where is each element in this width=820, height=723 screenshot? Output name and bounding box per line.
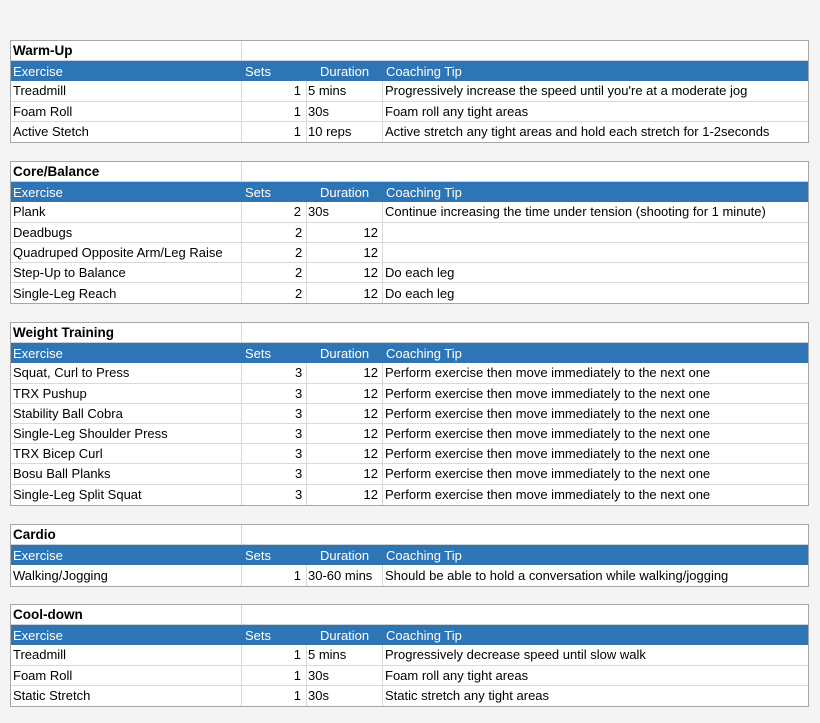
section-title: Cool-down — [11, 605, 242, 624]
exercise-cell: Treadmill — [11, 81, 242, 100]
tip-cell: Progressively increase the speed until you're at a moderate jog — [385, 83, 748, 99]
table-row — [11, 444, 808, 464]
tip-cell: Perform exercise then move immediately to the next one — [385, 446, 711, 462]
section-title-row — [11, 525, 808, 545]
column-header-row — [11, 625, 808, 645]
tip-cell: Perform exercise then move immediately to the next one — [385, 385, 711, 401]
sets-cell: 3 — [242, 363, 307, 382]
sets-cell: 1 — [242, 81, 307, 100]
exercise-cell: Single-Leg Shoulder Press — [11, 424, 242, 443]
header-sets: Sets — [245, 345, 272, 361]
exercise-cell: Plank — [11, 202, 242, 221]
exercise-cell: Single-Leg Split Squat — [11, 485, 242, 505]
header-duration: Duration — [320, 63, 370, 79]
tip-cell: Should be able to hold a conversation while walking/jogging — [385, 567, 729, 583]
table-row — [11, 384, 808, 404]
tip-cell: Do each leg — [385, 285, 455, 301]
sets-cell: 1 — [242, 666, 307, 685]
header-exercise: Exercise — [13, 63, 63, 79]
table-row — [11, 122, 808, 142]
table-row — [11, 263, 808, 283]
duration-cell: 30s — [307, 666, 383, 685]
sets-cell: 1 — [242, 102, 307, 121]
header-sets: Sets — [245, 547, 272, 563]
tip-cell: Foam roll any tight areas — [385, 667, 529, 683]
duration-cell: 12 — [307, 464, 383, 483]
tip-cell: Foam roll any tight areas — [385, 103, 529, 119]
sets-cell: 2 — [242, 263, 307, 282]
exercise-cell: Static Stretch — [11, 686, 242, 706]
header-exercise: Exercise — [13, 345, 63, 361]
exercise-cell: Quadruped Opposite Arm/Leg Raise — [11, 243, 242, 262]
exercise-cell: Step-Up to Balance — [11, 263, 242, 282]
table-row — [11, 485, 808, 505]
section-cool-down — [10, 604, 809, 707]
tip-cell: Do each leg — [385, 265, 455, 281]
duration-cell: 12 — [307, 444, 383, 463]
duration-cell: 12 — [307, 363, 383, 382]
tip-cell: Perform exercise then move immediately to the next one — [385, 405, 711, 421]
sets-cell: 1 — [242, 686, 307, 706]
column-header-row — [11, 545, 808, 565]
sets-cell: 1 — [242, 122, 307, 142]
section-core-balance — [10, 161, 809, 304]
tip-cell: Continue increasing the time under tension (shooting for 1 minute) — [385, 204, 766, 220]
duration-cell: 12 — [307, 485, 383, 505]
table-row — [11, 686, 808, 706]
tip-cell: Static stretch any tight areas — [385, 688, 550, 704]
table-row — [11, 645, 808, 665]
duration-cell: 12 — [307, 283, 383, 303]
duration-cell: 30-60 mins — [307, 565, 383, 585]
section-title-row — [11, 605, 808, 625]
exercise-cell: TRX Pushup — [11, 384, 242, 403]
tip-cell: Perform exercise then move immediately to the next one — [385, 426, 711, 442]
duration-cell: 10 reps — [307, 122, 383, 142]
duration-cell: 12 — [307, 404, 383, 423]
header-sets: Sets — [245, 63, 272, 79]
section-title: Warm-Up — [11, 41, 242, 60]
table-row — [11, 424, 808, 444]
duration-cell: 12 — [307, 424, 383, 443]
sets-cell: 2 — [242, 283, 307, 303]
exercise-cell: Treadmill — [11, 645, 242, 664]
table-row — [11, 565, 808, 585]
sets-cell: 2 — [242, 223, 307, 242]
duration-cell: 5 mins — [307, 81, 383, 100]
table-row — [11, 404, 808, 424]
tip-cell — [383, 223, 810, 242]
header-coaching-tip: Coaching Tip — [386, 627, 462, 643]
column-header-row — [11, 61, 808, 81]
sets-cell: 1 — [242, 645, 307, 664]
exercise-cell: Squat, Curl to Press — [11, 363, 242, 382]
header-duration: Duration — [320, 345, 370, 361]
section-cardio — [10, 524, 809, 587]
tip-cell: Perform exercise then move immediately to the next one — [385, 466, 711, 482]
section-title: Cardio — [11, 525, 242, 544]
duration-cell: 30s — [307, 202, 383, 221]
table-row — [11, 81, 808, 101]
tip-cell: Active stretch any tight areas and hold each stretch for 1-2seconds — [385, 124, 770, 140]
header-exercise: Exercise — [13, 547, 63, 563]
duration-cell: 12 — [307, 223, 383, 242]
duration-cell: 30s — [307, 102, 383, 121]
sets-cell: 3 — [242, 384, 307, 403]
sets-cell: 3 — [242, 424, 307, 443]
column-header-row — [11, 343, 808, 363]
section-title: Weight Training — [11, 323, 242, 342]
header-duration: Duration — [320, 627, 370, 643]
tip-cell: Progressively decrease speed until slow walk — [385, 647, 646, 663]
section-title-row — [11, 162, 808, 182]
exercise-cell: Walking/Jogging — [11, 565, 242, 585]
sets-cell: 3 — [242, 485, 307, 505]
section-warm-up — [10, 40, 809, 143]
section-title-row — [11, 41, 808, 61]
table-row — [11, 223, 808, 243]
header-duration: Duration — [320, 547, 370, 563]
header-coaching-tip: Coaching Tip — [386, 63, 462, 79]
header-exercise: Exercise — [13, 627, 63, 643]
header-coaching-tip: Coaching Tip — [386, 345, 462, 361]
exercise-cell: Active Stetch — [11, 122, 242, 142]
table-row — [11, 283, 808, 303]
exercise-cell: Foam Roll — [11, 666, 242, 685]
tip-cell — [383, 243, 810, 262]
sets-cell: 3 — [242, 444, 307, 463]
header-sets: Sets — [245, 184, 272, 200]
table-row — [11, 102, 808, 122]
exercise-cell: Foam Roll — [11, 102, 242, 121]
table-row — [11, 666, 808, 686]
table-row — [11, 202, 808, 222]
duration-cell: 12 — [307, 263, 383, 282]
exercise-cell: Deadbugs — [11, 223, 242, 242]
exercise-cell: Single-Leg Reach — [11, 283, 242, 303]
table-row — [11, 464, 808, 484]
header-exercise: Exercise — [13, 184, 63, 200]
sets-cell: 3 — [242, 464, 307, 483]
exercise-cell: Bosu Ball Planks — [11, 464, 242, 483]
section-title: Core/Balance — [11, 162, 242, 181]
exercise-cell: Stability Ball Cobra — [11, 404, 242, 423]
header-coaching-tip: Coaching Tip — [386, 547, 462, 563]
sets-cell: 2 — [242, 202, 307, 221]
table-row — [11, 363, 808, 383]
duration-cell: 12 — [307, 384, 383, 403]
sets-cell: 3 — [242, 404, 307, 423]
section-title-row — [11, 323, 808, 343]
header-duration: Duration — [320, 184, 370, 200]
sets-cell: 1 — [242, 565, 307, 585]
header-coaching-tip: Coaching Tip — [386, 184, 462, 200]
duration-cell: 30s — [307, 686, 383, 706]
tip-cell: Perform exercise then move immediately to the next one — [385, 487, 711, 503]
header-sets: Sets — [245, 627, 272, 643]
column-header-row — [11, 182, 808, 202]
section-weight-training — [10, 322, 809, 506]
sets-cell: 2 — [242, 243, 307, 262]
exercise-cell: TRX Bicep Curl — [11, 444, 242, 463]
table-row — [11, 243, 808, 263]
duration-cell: 12 — [307, 243, 383, 262]
tip-cell: Perform exercise then move immediately to the next one — [385, 365, 711, 381]
duration-cell: 5 mins — [307, 645, 383, 664]
